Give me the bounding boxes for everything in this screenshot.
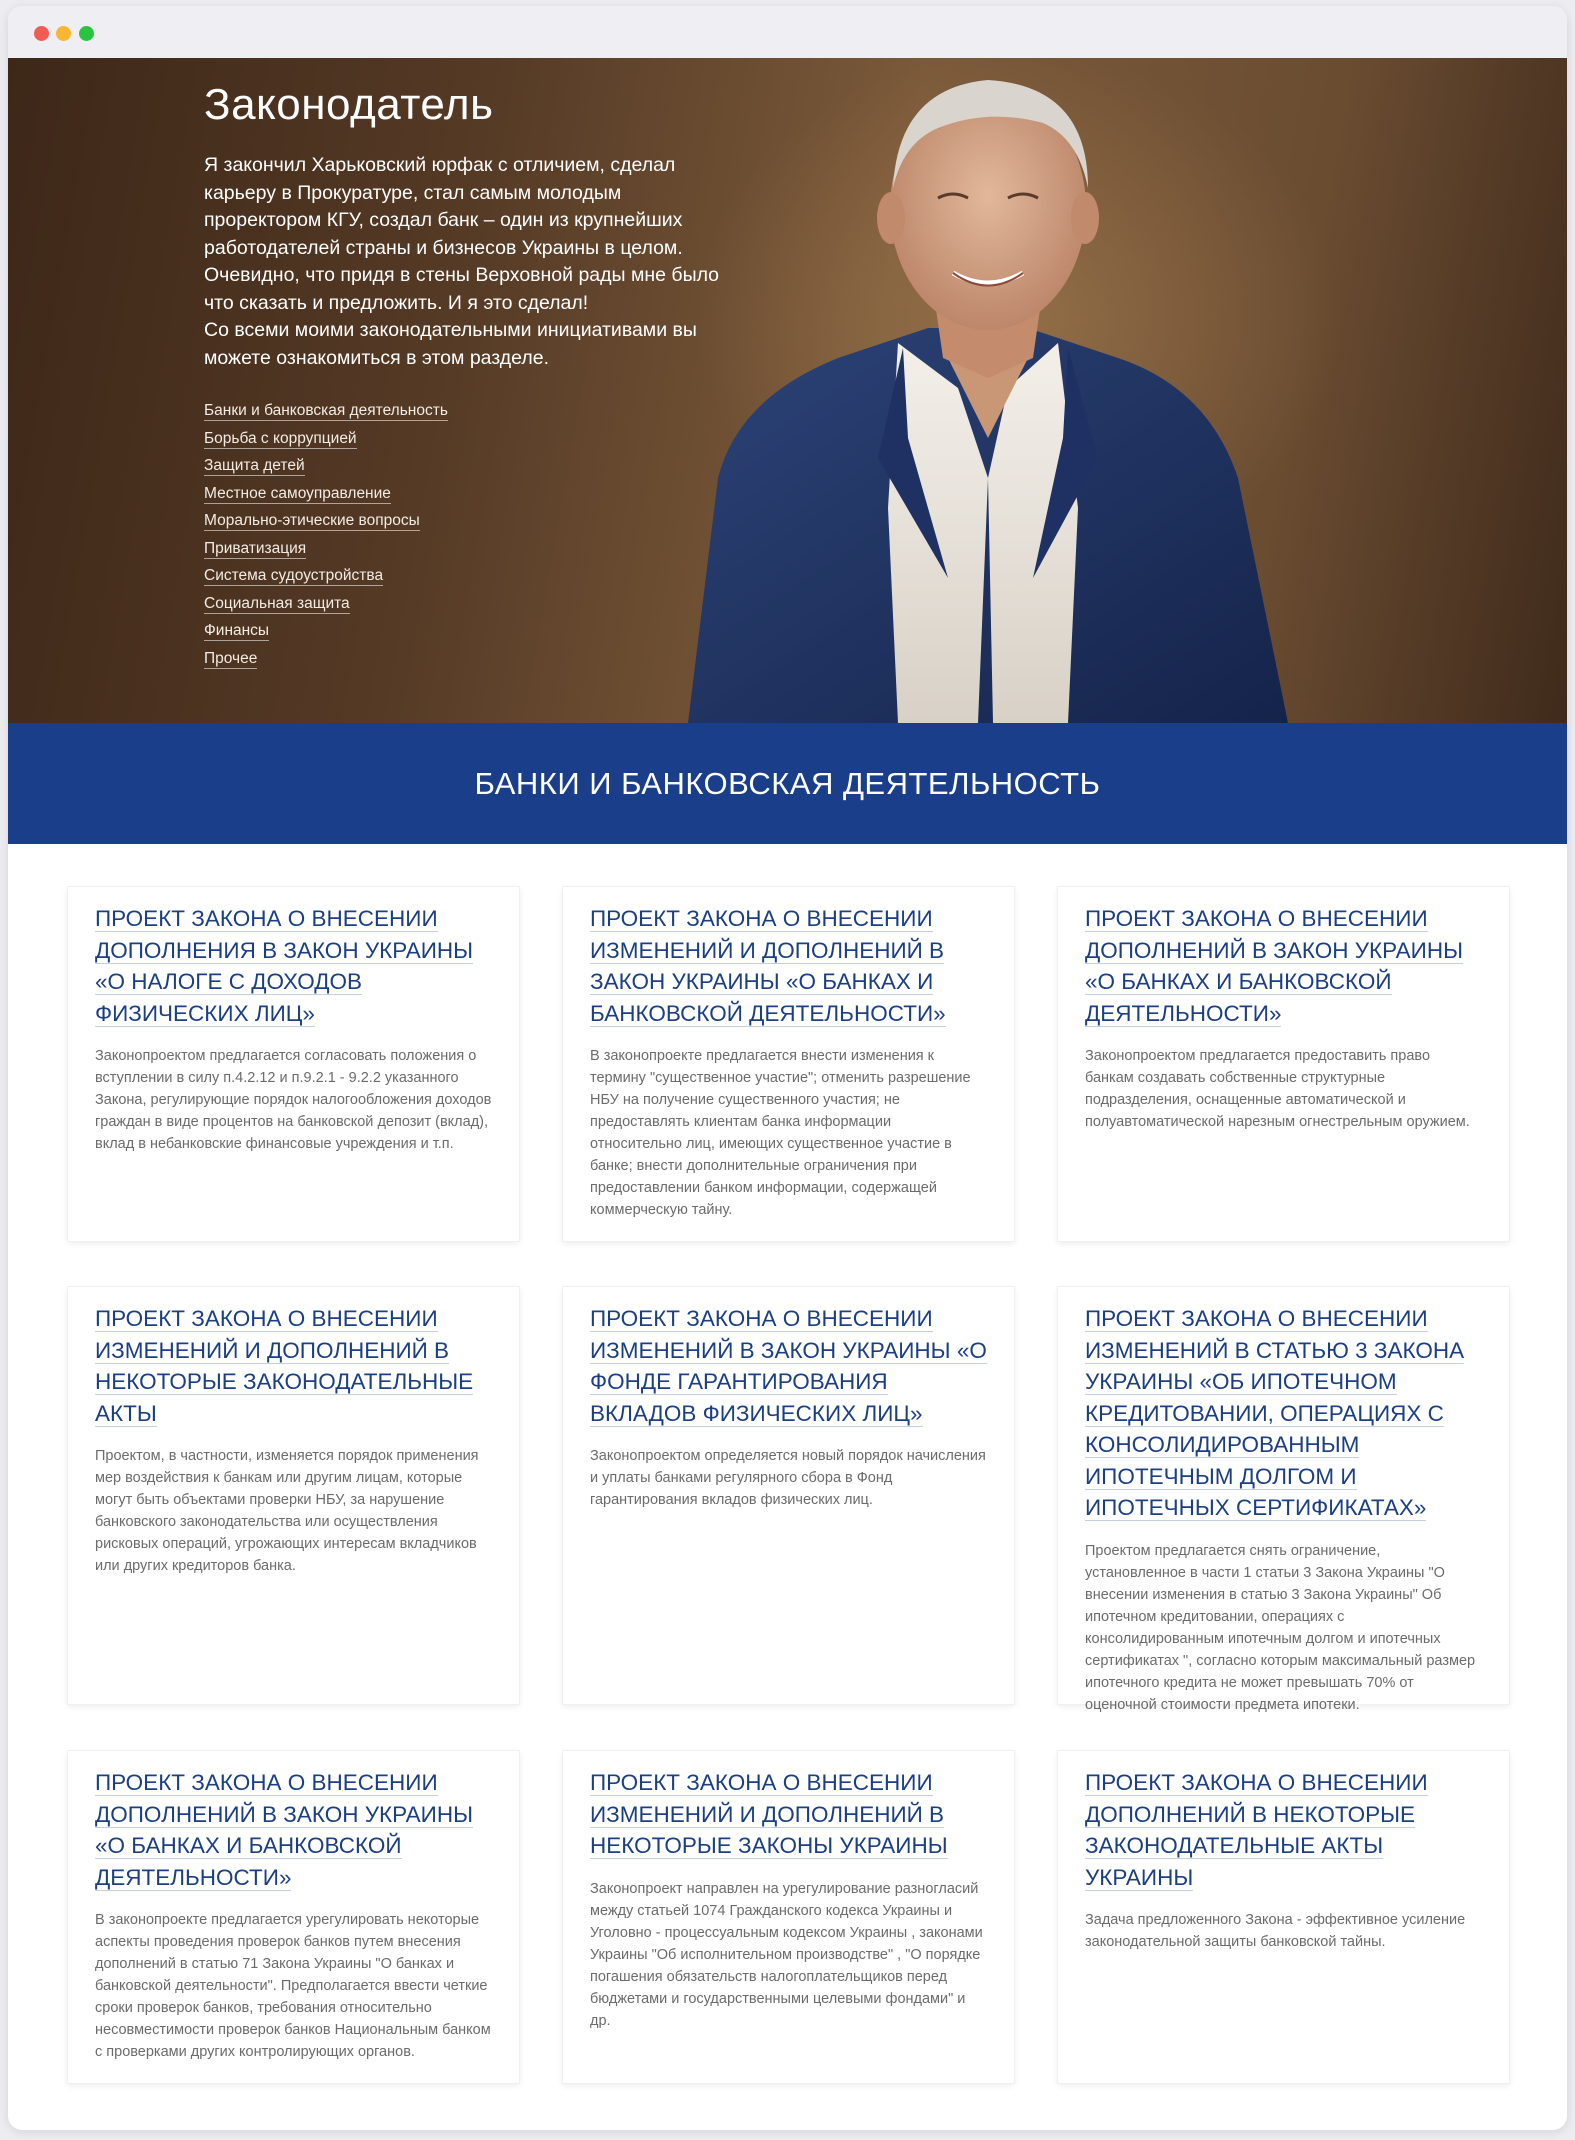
window-chrome <box>8 6 1567 58</box>
law-card <box>68 887 519 1241</box>
law-card <box>68 1751 519 2083</box>
lead-paragraph: Очевидно, что придя в стены Верховной рады мне было что сказать и предложить. И я это сделал! <box>204 264 720 314</box>
law-card-title[interactable]: ПРОЕКТ ЗАКОНА О ВНЕСЕНИИ ИЗМЕНЕНИЙ И ДОПОЛНЕНИЙ В ЗАКОН УКРАИНЫ «О БАНКАХ И БАНКОВСКОЙ ДЕЯТЕЛЬНОСТИ» <box>590 906 946 1026</box>
law-card-title[interactable]: ПРОЕКТ ЗАКОНА О ВНЕСЕНИИ ИЗМЕНЕНИЙ И ДОПОЛНЕНИЙ В НЕКОТОРЫЕ ЗАКОНЫ УКРАИНЫ <box>590 1770 948 1858</box>
hero-lead <box>204 152 724 372</box>
maximize-window-dot[interactable] <box>79 26 94 41</box>
minimize-window-dot[interactable] <box>56 26 71 41</box>
law-card-text: В законопроекте предлагается урегулировать некоторые аспекты проведения проверок банков путем внесения дополнений в статью 71 Закона Украины "О банках и банковской деятельности". Предполагается ввести четкие сроки проверок банков, требования относительно несовместимости проверок банков Национальным банком с проверками других контролирующих органов. <box>95 1912 491 2060</box>
topic-link-local-government[interactable]: Местное самоуправление <box>204 484 391 502</box>
hero-section <box>8 58 1567 723</box>
law-card <box>1058 1287 1509 1713</box>
law-card-title[interactable]: ПРОЕКТ ЗАКОНА О ВНЕСЕНИИ ДОПОЛНЕНИЙ В ЗАКОН УКРАИНЫ «О БАНКАХ И БАНКОВСКОЙ ДЕЯТЕЛЬНОСТИ» <box>95 1770 473 1890</box>
law-card <box>1058 1751 1509 2083</box>
portrait-photo <box>648 58 1368 723</box>
law-card-text: Проектом, в частности, изменяется порядок применения мер воздействия к банкам или другим лицам, которые могут быть объектами проверки НБУ, за нарушение банковского законодательства или осуществления рисковых операций, угрожающих интересам вкладчиков или других кредиторов банка. <box>95 1448 479 1574</box>
lead-paragraph: Со всеми моими законодательными инициативами вы можете ознакомиться в этом разделе. <box>204 319 697 369</box>
law-card-title[interactable]: ПРОЕКТ ЗАКОНА О ВНЕСЕНИИ ДОПОЛНЕНИЙ В ЗАКОН УКРАИНЫ «О БАНКАХ И БАНКОВСКОЙ ДЕЯТЕЛЬНОСТИ» <box>1085 906 1463 1026</box>
law-card <box>1058 887 1509 1241</box>
topic-link-children[interactable]: Защита детей <box>204 457 305 474</box>
lead-paragraph: Я закончил Харьковский юрфак с отличием, сделал карьеру в Прокуратуре, стал самым молодым проректором КГУ, создал банк – один из крупнейших работодателей страны и бизнесов Украины в целом. <box>204 154 683 259</box>
law-card-title[interactable]: ПРОЕКТ ЗАКОНА О ВНЕСЕНИИ ИЗМЕНЕНИЙ И ДОПОЛНЕНИЙ В НЕКОТОРЫЕ ЗАКОНОДАТЕЛЬНЫЕ АКТЫ <box>95 1306 474 1426</box>
law-card <box>563 1287 1014 1704</box>
law-card-text: Законопроект направлен на урегулирование разногласий между статьей 1074 Гражданского кодекса Украины и Уголовно - процессуальным кодексом Украины , законами Украины "Об исполнительном производстве" , "О порядке погашения обязательств налогоплательщиков перед бюджетами и государственными целевыми фондами" и др. <box>590 1880 983 2029</box>
law-card <box>563 887 1014 1241</box>
topic-link-banks[interactable]: Банки и банковская деятельность <box>204 402 448 419</box>
topic-links <box>204 402 724 677</box>
topic-link-moral-ethics[interactable]: Морально-этические вопросы <box>204 512 420 529</box>
page-title: Законодатель <box>204 80 494 129</box>
topic-link-social-protection[interactable]: Социальная защита <box>204 594 350 612</box>
law-card-title[interactable]: ПРОЕКТ ЗАКОНА О ВНЕСЕНИИ ДОПОЛНЕНИЙ В НЕКОТОРЫЕ ЗАКОНОДАТЕЛЬНЫЕ АКТЫ УКРАИНЫ <box>1085 1770 1428 1890</box>
section-heading: БАНКИ И БАНКОВСКАЯ ДЕЯТЕЛЬНОСТЬ <box>8 723 1567 844</box>
law-card <box>563 1751 1014 2083</box>
topic-link-judiciary[interactable]: Система судоустройства <box>204 567 384 584</box>
law-card-text: Проектом предлагается снять ограничение, установленное в части 1 статьи 3 Закона Украины "О внесении изменения в статью 3 Закона Украины" Об ипотечном кредитовании, операциях с консолидированным ипотечным долгом и ипотечных сертификатах ", согласно которым максимальный размер ипотечного кредита не может превышать 70% от оценочной стоимости предмета ипотеки. <box>1085 1542 1476 1713</box>
topic-link-privatization[interactable]: Приватизация <box>204 539 307 557</box>
law-card-text: Законопроектом предлагается согласовать положения о вступлении в силу п.4.2.12 и п.9.2.1 - 9.2.2 указанного Закона, регулирующие порядок налогообложения доходов граждан в виде процентов на банковской депозит (вклад), вклад в небанковские финансовые учреждения и т.п. <box>95 1048 492 1152</box>
law-card-text: В законопроекте предлагается внести изменения к термину "существенное участие"; отменить разрешение НБУ на получение существенного участия; не предоставлять клиентам банка информации относительно лиц, имеющих существенное участие в банке; внести дополнительные ограничения при предоставлении банком информации, содержащей коммерческую тайну. <box>590 1048 971 1218</box>
hero-text <box>204 80 724 677</box>
browser-window <box>8 6 1567 2130</box>
topic-link-other[interactable]: Прочее <box>204 649 258 667</box>
law-card-text: Законопроектом предлагается предоставить право банкам создавать собственные структурные подразделения, оснащенные автоматической и полуавтоматической нарезным огнестрельным оружием. <box>1085 1048 1470 1130</box>
law-card <box>68 1287 519 1704</box>
law-card-text: Законопроектом определяется новый порядок начисления и уплаты банками регулярного сбора в Фонд гарантирования вкладов физических лиц. <box>590 1448 986 1508</box>
topic-link-corruption[interactable]: Борьба с коррупцией <box>204 429 357 447</box>
close-window-dot[interactable] <box>34 26 49 41</box>
topic-link-finance[interactable]: Финансы <box>204 622 270 639</box>
law-card-title[interactable]: ПРОЕКТ ЗАКОНА О ВНЕСЕНИИ ДОПОЛНЕНИЯ В ЗАКОН УКРАИНЫ «О НАЛОГЕ С ДОХОДОВ ФИЗИЧЕСКИХ ЛИЦ» <box>95 906 474 1026</box>
law-card-title[interactable]: ПРОЕКТ ЗАКОНА О ВНЕСЕНИИ ИЗМЕНЕНИЙ В СТАТЬЮ 3 ЗАКОНА УКРАИНЫ «ОБ ИПОТЕЧНОМ КРЕДИТОВАНИИ, ОПЕРАЦИЯХ С КОНСОЛИДИРОВАННЫМ ИПОТЕЧНЫМ ДОЛГОМ И ИПОТЕЧНЫХ СЕРТИФИКАТАХ» <box>1085 1306 1465 1520</box>
law-card-title[interactable]: ПРОЕКТ ЗАКОНА О ВНЕСЕНИИ ИЗМЕНЕНИЙ В ЗАКОН УКРАИНЫ «О ФОНДЕ ГАРАНТИРОВАНИЯ ВКЛАДОВ ФИЗИЧЕСКИХ ЛИЦ» <box>590 1306 987 1426</box>
law-card-text: Задача предложенного Закона - эффективное усиление законодательной защиты банковской тайны. <box>1085 1912 1466 1950</box>
